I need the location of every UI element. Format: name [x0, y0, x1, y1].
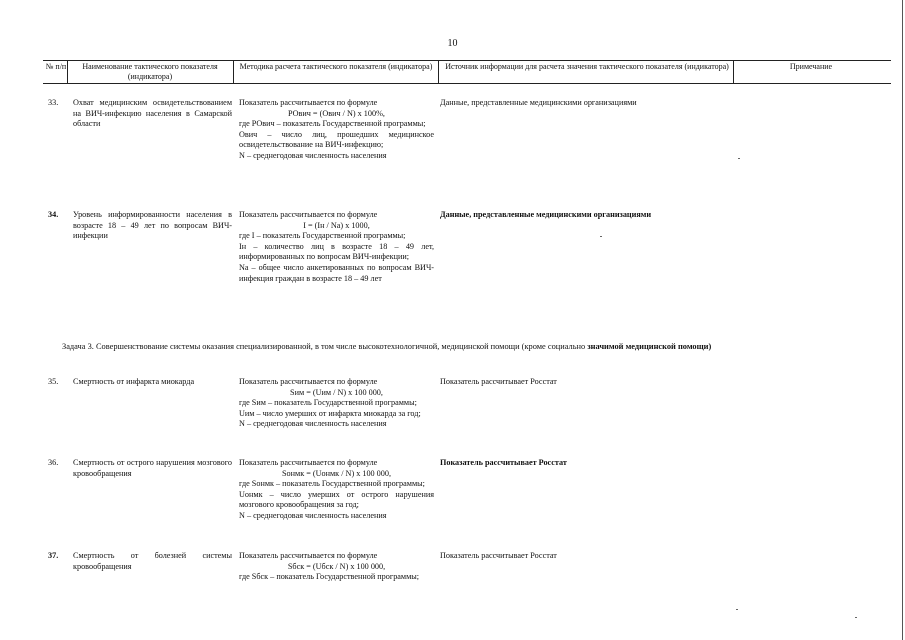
- row-34-name: Уровень информированности населения в возрасте 18 – 49 лет по вопросам ВИЧ-инфекции: [73, 210, 232, 241]
- task-3-bold: значимой медицинской помощи): [587, 342, 712, 351]
- method-line: N – среднегодовая численность населения: [239, 510, 387, 520]
- scan-edge-line: [902, 0, 903, 640]
- method-line: где Sим – показатель Государственной программы;: [239, 398, 417, 408]
- row-37-name: Смертность от болезней системы кровообращения: [73, 551, 232, 571]
- method-line: Показатель рассчитывается по формуле: [239, 210, 378, 219]
- method-line: Uим – число умерших от инфаркта миокарда за год;: [239, 408, 421, 418]
- method-line: Показатель рассчитывается по формуле: [239, 551, 378, 560]
- row-36-source: Показатель рассчитывает Росстат: [440, 458, 567, 467]
- formula: Sбск = (Uбск / N) x 100 000,: [287, 561, 386, 571]
- method-line: Oвич – число лиц, прошедших медицинское освидетельствование на ВИЧ-инфекцию;: [239, 129, 434, 150]
- method-line: где POвич – показатель Государственной программы;: [239, 119, 426, 129]
- row-35-name: Смертность от инфаркта миокарда: [73, 377, 195, 386]
- scan-speck: [600, 236, 602, 237]
- method-line: где I – показатель Государственной программы;: [239, 231, 406, 241]
- method-line: Показатель рассчитывается по формуле: [239, 458, 378, 467]
- page-number: 10: [447, 38, 458, 49]
- method-line: Nа – общее число анкетированных по вопросам ВИЧ-инфекция граждан в возрасте 18 – 49 лет: [239, 262, 434, 283]
- formula: POвич = (Oвич / N) x 100%,: [288, 108, 385, 118]
- header-source: Источник информации для расчета значения тактического показателя (индикатора): [445, 62, 729, 71]
- row-37-method: [239, 551, 434, 583]
- scan-speck: [738, 158, 740, 159]
- header-num: № п/п: [45, 62, 67, 71]
- method-line: Показатель рассчитывается по формуле: [239, 377, 378, 386]
- row-34-num: 34.: [48, 210, 59, 219]
- row-37-num: 37.: [48, 551, 59, 560]
- formula: I = (Iн / Nа) x 1000,: [303, 220, 370, 230]
- task-3-text: Задача 3. Совершенствование системы оказания специализированной, в том числе высокотехнологичной, медицинской помощи (кроме социально: [62, 342, 588, 351]
- method-line: N – среднегодовая численность населения: [239, 419, 387, 429]
- header-note: Примечание: [789, 62, 833, 71]
- scan-speck: [855, 617, 857, 618]
- method-line: Uонмк – число умерших от острого нарушения мозгового кровообращения за год;: [239, 489, 434, 510]
- row-36-name: Смертность от острого нарушения мозгового кровообращения: [73, 458, 232, 478]
- scan-speck: [736, 609, 738, 610]
- header-name: Наименование тактического показателя (индикатора): [82, 62, 218, 81]
- method-line: где Sонмк – показатель Государственной программы;: [239, 479, 425, 489]
- row-33-num: 33.: [48, 98, 59, 107]
- formula: Sим = (Uим / N) x 100 000,: [290, 387, 383, 397]
- row-37-source: Показатель рассчитывает Росстат: [440, 551, 557, 560]
- formula: Sонмк = (Uонмк / N) x 100 000,: [281, 468, 392, 478]
- method-line: N – среднегодовая численность населения: [239, 150, 387, 160]
- row-35-source: Показатель рассчитывает Росстат: [440, 377, 557, 386]
- method-line: где Sбск – показатель Государственной программы;: [239, 572, 420, 582]
- row-33-method: [239, 98, 434, 162]
- row-34-method: [239, 210, 434, 284]
- row-36-method: [239, 458, 434, 522]
- method-line: Показатель рассчитывается по формуле: [239, 98, 378, 107]
- row-35-num: 35.: [48, 377, 59, 386]
- row-33-source: Данные, представленные медицинскими организациями: [440, 98, 637, 107]
- table-header: [43, 60, 891, 84]
- row-36-num: 36.: [48, 458, 59, 467]
- row-33-name: Охват медицинским освидетельствованием на ВИЧ-инфекцию населения в Самарской области: [73, 98, 232, 129]
- header-method: Методика расчета тактического показателя (индикатора): [239, 62, 433, 71]
- row-35-method: [239, 377, 434, 430]
- method-line: Iн – количество лиц в возрасте 18 – 49 лет, информированных по вопросам ВИЧ-инфекции;: [239, 241, 434, 262]
- row-34-source: Данные, представленные медицинскими организациями: [440, 210, 652, 219]
- task-3-heading: [62, 342, 711, 351]
